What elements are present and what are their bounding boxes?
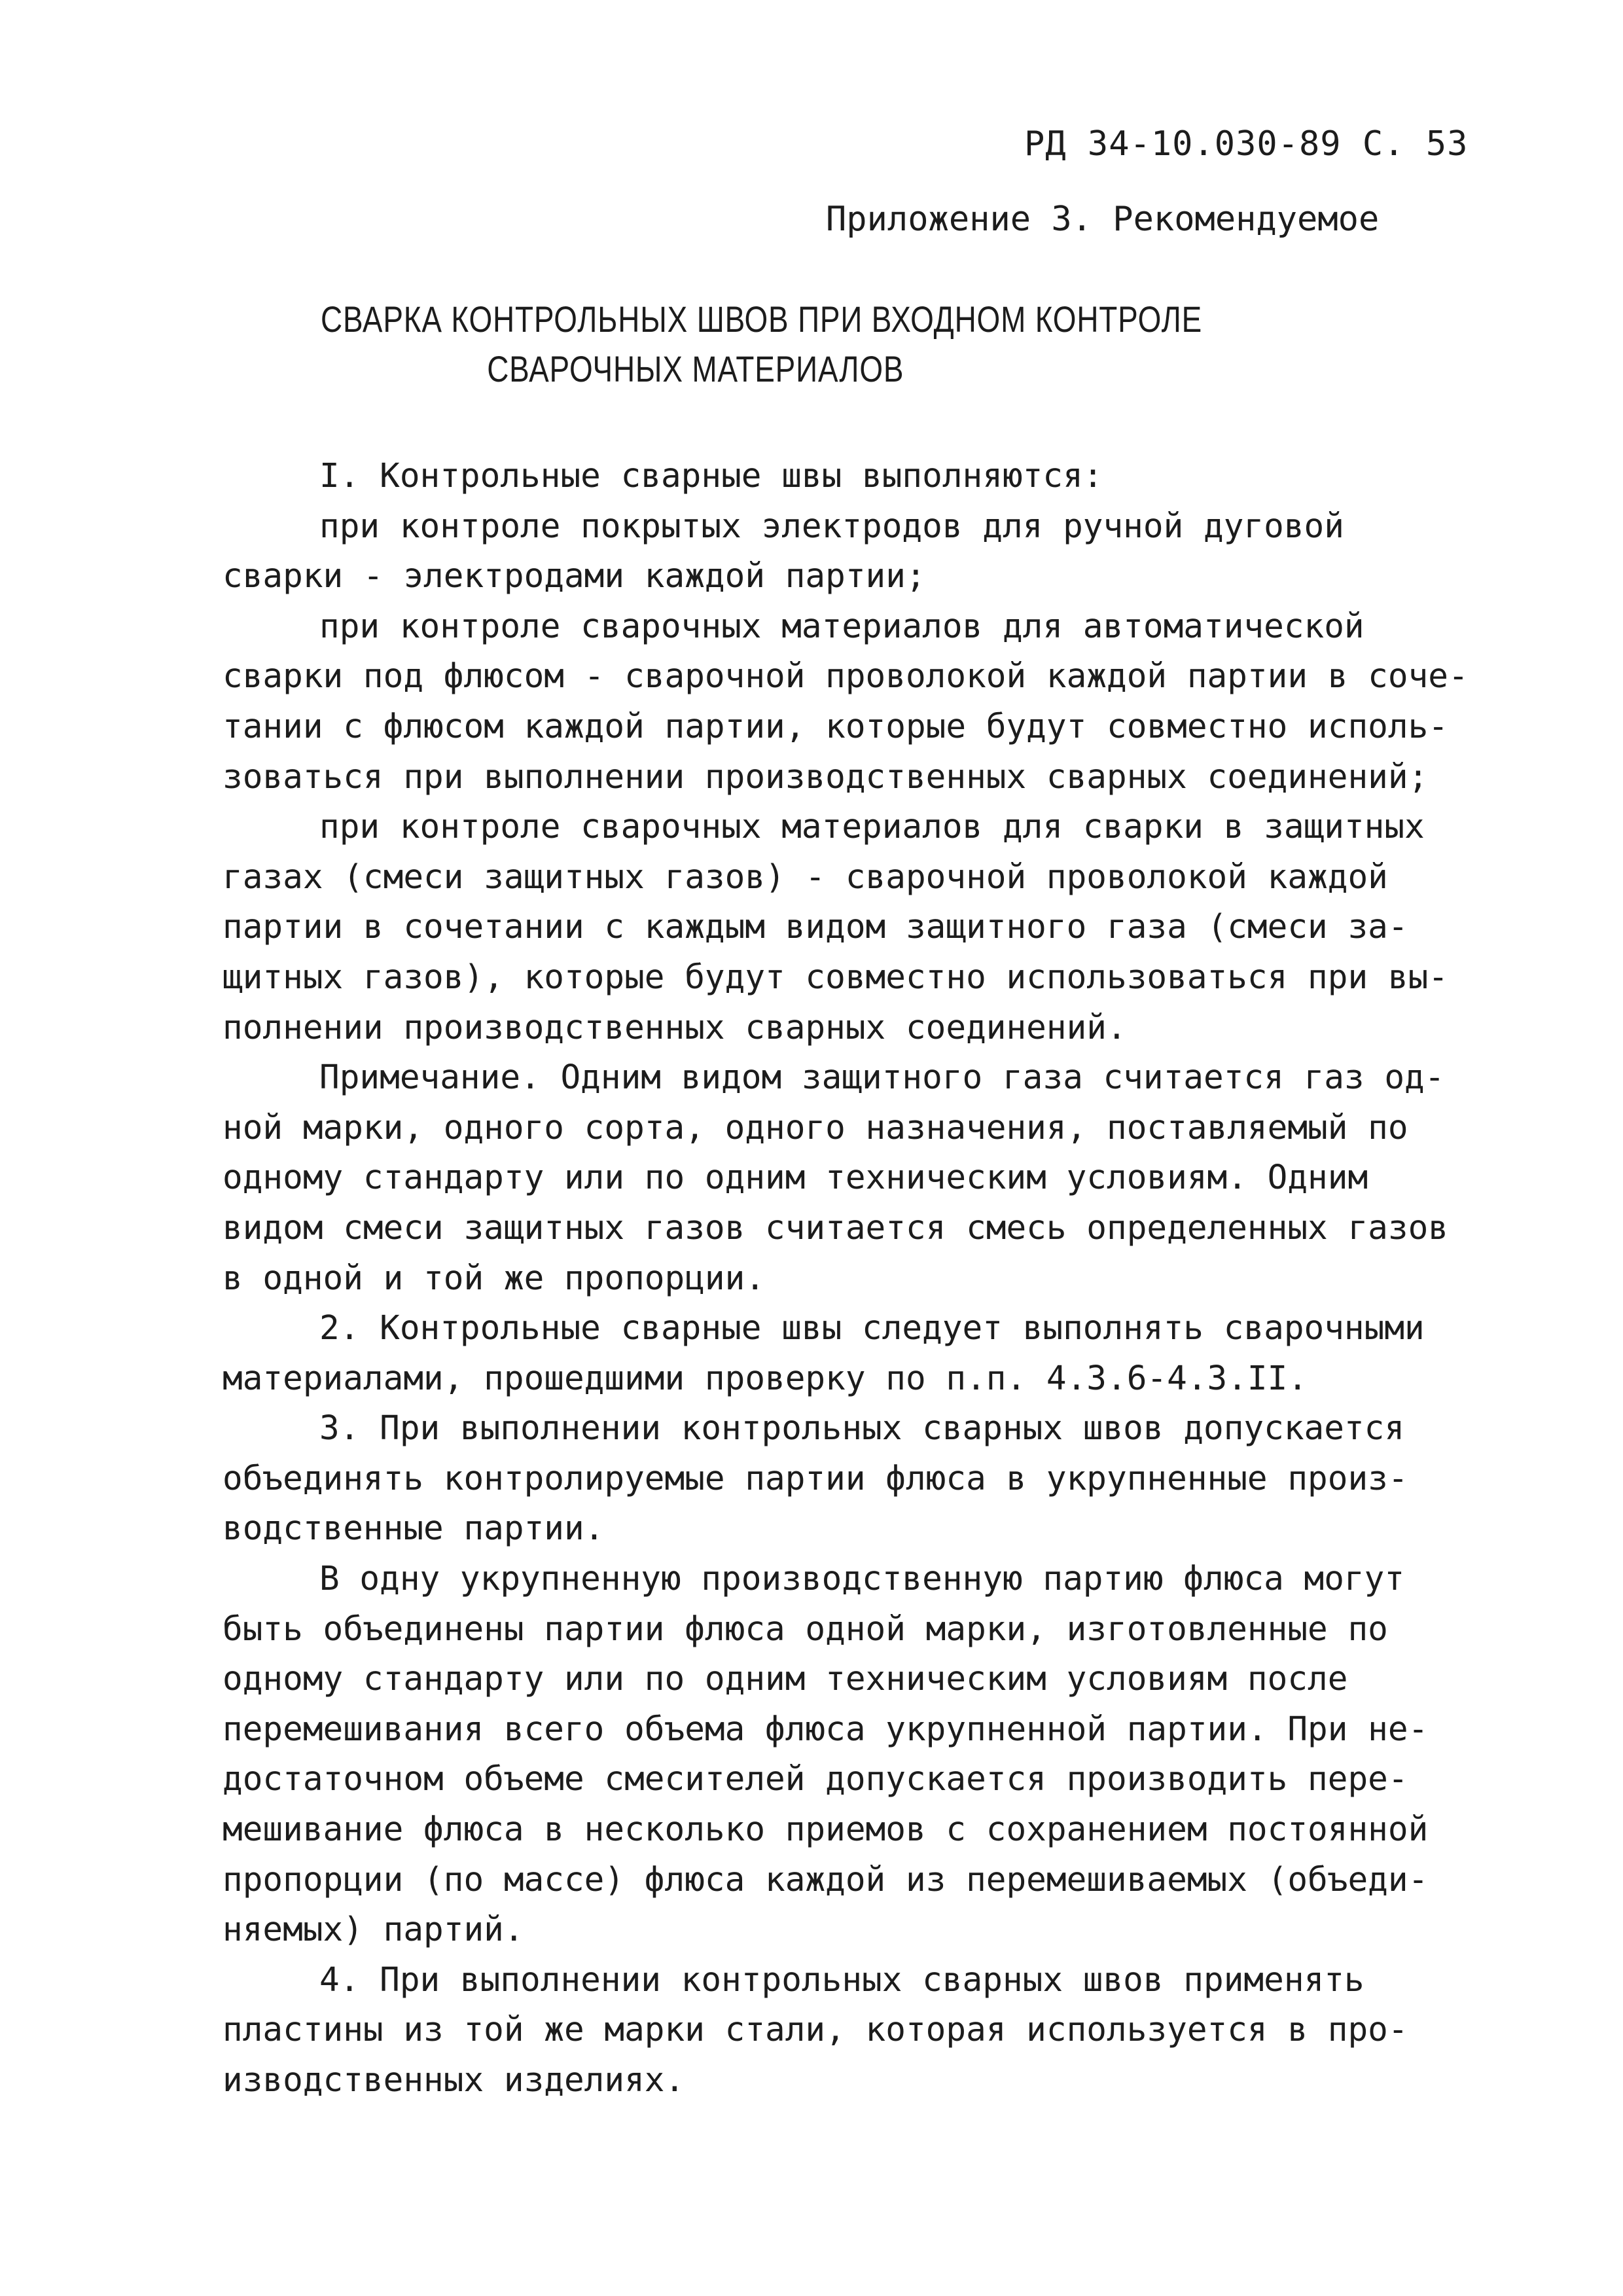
body-line: партии в сочетании с каждым видом защитного газа (смеси за- (223, 908, 1408, 947)
body-line: I. Контрольные сварные швы выполняются: (319, 457, 1103, 495)
body-line: одному стандарту или по одним техническим условиям после (223, 1660, 1348, 1699)
document-code: РД 34-10.030-89 С. 53 (1024, 124, 1469, 164)
body-line: 4. При выполнении контрольных сварных швов применять (319, 1960, 1364, 2000)
title-line-2: СВАРОЧНЫХ МАТЕРИАЛОВ (487, 348, 904, 389)
body-line: в одной и той же пропорции. (223, 1259, 766, 1298)
body-line: няемых) партий. (223, 1910, 524, 1950)
body-line: тании с флюсом каждой партии, которые будут совместно исполь- (223, 707, 1448, 746)
title-line-1: СВАРКА КОНТРОЛЬНЫХ ШВОВ ПРИ ВХОДНОМ КОНТРОЛЕ (321, 298, 1203, 340)
body-line: видом смеси защитных газов считается смесь определенных газов (223, 1208, 1448, 1247)
body-line: быть объединены партии флюса одной марки, изготовленные по (223, 1609, 1388, 1649)
document-title (321, 295, 1202, 394)
body-line: сварки под флюсом - сварочной проволокой каждой партии в соче- (223, 657, 1469, 696)
body-line: пропорции (по массе) флюса каждой из перемешиваемых (объеди- (223, 1860, 1429, 1899)
body-line: при контроле сварочных материалов для сварки в защитных (319, 808, 1425, 847)
body-line: водственные партии. (223, 1509, 605, 1549)
body-line: достаточном объеме смесителей допускается производить пере- (223, 1760, 1408, 1799)
body-line: зоваться при выполнении производственных сварных соединений; (223, 757, 1429, 797)
body-line: одному стандарту или по одним техническим условиям. Одним (223, 1158, 1368, 1198)
body-line: ной марки, одного сорта, одного назначения, поставляемый по (223, 1108, 1408, 1147)
body-line: 2. Контрольные сварные швы следует выполнять сварочными (319, 1309, 1425, 1348)
body-text (223, 452, 1469, 2106)
body-line: щитных газов), которые будут совместно использоваться при вы- (223, 958, 1448, 997)
body-line: материалами, прошедшими проверку по п.п. 4.3.6-4.3.II. (223, 1359, 1308, 1398)
body-line: объединять контролируемые партии флюса в укрупненные произ- (223, 1459, 1408, 1498)
body-line: сварки - электродами каждой партии; (223, 557, 926, 596)
body-line: пластины из той же марки стали, которая используется в про- (223, 2011, 1408, 2050)
body-line: при контроле покрытых электродов для ручной дуговой (319, 507, 1344, 546)
body-line: полнении производственных сварных соединений. (223, 1008, 1127, 1047)
body-line: перемешивания всего объема флюса укрупненной партии. При не- (223, 1710, 1429, 1749)
appendix-label: Приложение 3. Рекомендуемое (826, 200, 1380, 239)
body-line: 3. При выполнении контрольных сварных швов допускается (319, 1409, 1405, 1448)
body-line: Примечание. Одним видом защитного газа считается газ од- (319, 1058, 1445, 1098)
body-line: В одну укрупненную производственную партию флюса могут (319, 1560, 1405, 1599)
body-line: изводственных изделиях. (223, 2061, 685, 2100)
body-line: при контроле сварочных материалов для автоматической (319, 607, 1364, 646)
body-line: газах (смеси защитных газов) - сварочной проволокой каждой (223, 857, 1388, 897)
body-line: мешивание флюса в несколько приемов с сохранением постоянной (223, 1810, 1429, 1850)
